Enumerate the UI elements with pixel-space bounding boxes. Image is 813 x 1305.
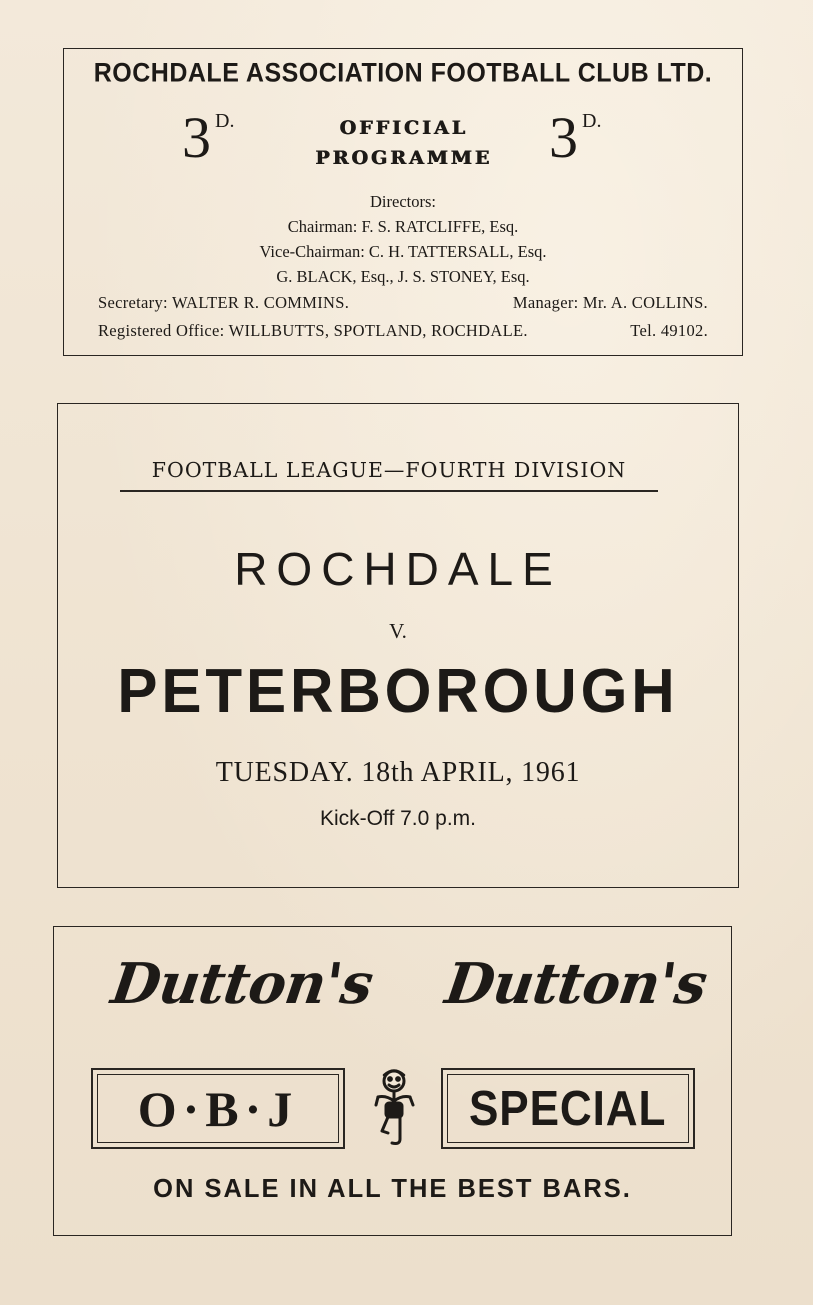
match-date: TUESDAY. 18th APRIL, 1961 [215,757,581,788]
title-line-programme: PROGRAMME [315,147,493,170]
manager-text: Manager: Mr. A. COLLINS. [512,293,708,312]
brand-logo-left: Dutton's [107,951,377,1017]
special-label-box [441,1068,695,1149]
header-box [63,48,743,356]
chairman-line: Chairman: F. S. RATCLIFFE, Esq. [287,217,519,236]
office-line [98,321,708,341]
obj-product-name: O·B·J [137,1080,299,1137]
secretary-manager-line [98,293,708,313]
home-team: ROCHDALE [234,543,562,595]
competition-title: FOOTBALL LEAGUE—FOURTH DIVISION [120,458,658,492]
office-text: Registered Office: WILLBUTTS, SPOTLAND, ROCHDALE. [98,321,528,340]
price-unit: D. [215,110,235,132]
match-box [57,403,739,888]
other-directors-line: G. BLACK, Esq., J. S. STONEY, Esq. [276,267,530,286]
brand-logo-right: Dutton's [441,951,711,1017]
obj-label-box [91,1068,345,1149]
away-team: PETERBOROUGH [117,657,679,726]
club-name: ROCHDALE ASSOCIATION FOOTBALL CLUB LTD. [93,57,713,89]
directors-list [64,189,742,289]
tagline: ON SALE IN ALL THE BEST BARS. [153,1175,632,1203]
mascot-figure-icon [368,1067,420,1149]
versus-label: V. [389,619,407,643]
secretary-text: Secretary: WALTER R. COMMINS. [98,293,350,312]
price-left [182,105,235,170]
price-value: 3 [549,105,578,170]
telephone-text: Tel. 49102. [630,321,708,340]
kickoff-time: Kick-Off 7.0 p.m. [320,807,476,830]
vice-chairman-line: Vice-Chairman: C. H. TATTERSALL, Esq. [259,242,547,261]
directors-label: Directors: [370,192,436,211]
price-value: 3 [182,105,211,170]
price-unit: D. [582,110,602,132]
title-line-official: OFFICIAL [339,117,469,139]
programme-title [264,113,544,174]
price-right [549,105,602,170]
special-product-name: SPECIAL [469,1081,667,1136]
advert-box [53,926,732,1236]
